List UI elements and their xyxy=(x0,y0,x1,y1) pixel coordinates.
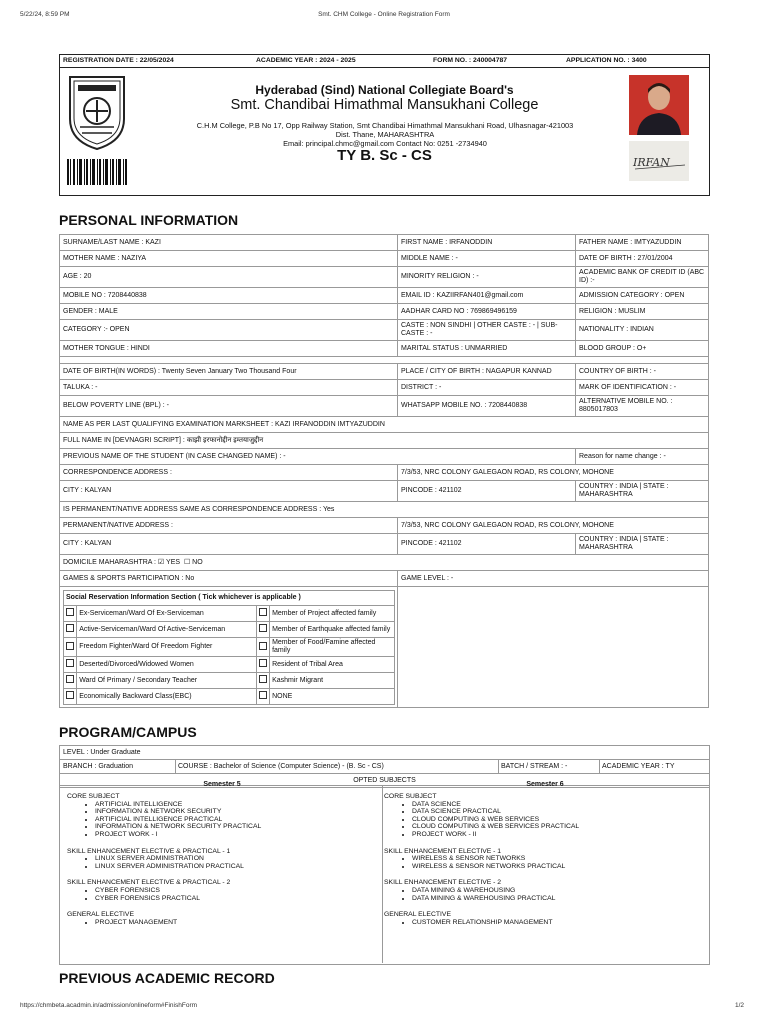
age: AGE : 20 xyxy=(60,267,398,288)
subject-item: • CYBER FORENSICS PRACTICAL xyxy=(95,895,383,903)
name-as-marksheet: NAME AS PER LAST QUALIFYING EXAMINATION MARKSHEET : KAZI IRFANODDIN IMTYAZUDDIN xyxy=(60,417,709,433)
gender: GENDER : MALE xyxy=(60,304,398,320)
branch: BRANCH : Graduation xyxy=(63,763,134,770)
subject-item: • WIRELESS & SENSOR NETWORKS xyxy=(412,855,700,863)
mobile-number: MOBILE NO : 7208440838 xyxy=(60,288,398,304)
registration-row xyxy=(60,55,709,68)
table-row xyxy=(60,518,709,534)
correspondence-address: 7/3/53, NRC COLONY GALEGAON ROAD, RS COLONY, MOHONE xyxy=(398,465,709,481)
course-title: TY B. Sc - CS xyxy=(337,147,432,164)
social-option-label: Ward Of Primary / Secondary Teacher xyxy=(77,673,257,689)
subject-item: • PROJECT MANAGEMENT xyxy=(95,919,383,927)
signature-text: IRFAN xyxy=(633,156,670,169)
social-option-label: Member of Project affected family xyxy=(270,606,395,622)
print-datetime: 5/22/24, 8:59 PM xyxy=(20,11,70,18)
permanent-pincode: PINCODE : 421102 xyxy=(398,534,576,555)
checkbox xyxy=(66,642,74,650)
table-row xyxy=(60,380,709,396)
checkbox xyxy=(259,608,267,616)
student-photo xyxy=(629,75,689,135)
subject-item: • INFORMATION & NETWORK SECURITY PRACTICAL xyxy=(95,823,383,831)
checkbox xyxy=(66,691,74,699)
subject-group xyxy=(67,911,383,926)
subject-item: • LINUX SERVER ADMINISTRATION xyxy=(95,855,383,863)
contact-line: Email: principal.chmc@gmail.com Contact No: 0251 -2734940 xyxy=(283,139,487,148)
permanent-country: COUNTRY : INDIA | STATE : MAHARASHTRA xyxy=(576,534,709,555)
subject-item: • DATA SCIENCE PRACTICAL xyxy=(412,808,700,816)
date-of-birth: DATE OF BIRTH : 27/01/2004 xyxy=(576,251,709,267)
social-reservation-cell xyxy=(60,587,398,708)
domicile xyxy=(60,555,709,571)
table-row xyxy=(60,571,709,587)
table-row xyxy=(60,746,709,760)
dob-in-words: DATE OF BIRTH(IN WORDS) : Twenty Seven January Two Thousand Four xyxy=(60,364,398,380)
subject-group-title: SKILL ENHANCEMENT ELECTIVE & PRACTICAL - 1 xyxy=(67,847,231,855)
correspondence-pincode: PINCODE : 421102 xyxy=(398,481,576,502)
checkbox xyxy=(66,659,74,667)
correspondence-country: COUNTRY : INDIA | STATE : MAHARASHTRA xyxy=(576,481,709,502)
social-row xyxy=(64,673,395,689)
college-address xyxy=(140,121,630,148)
subject-group-title: GENERAL ELECTIVE xyxy=(67,911,134,919)
subject-group xyxy=(384,848,700,871)
registration-date: REGISTRATION DATE : 22/05/2024 xyxy=(63,57,174,64)
taluka: TALUKA : - xyxy=(60,380,398,396)
alternative-mobile: ALTERNATIVE MOBILE NO. : 8805017803 xyxy=(576,396,709,417)
subject-group-title: SKILL ENHANCEMENT ELECTIVE & PRACTICAL - 2 xyxy=(67,879,231,887)
district: DISTRICT : - xyxy=(398,380,576,396)
correspondence-label: CORRESPONDENCE ADDRESS : xyxy=(60,465,398,481)
subject-item: • DATA SCIENCE xyxy=(412,801,700,809)
table-row xyxy=(60,760,709,774)
page-url: https://chmbeta.acadmin.in/admission/onlineform#FinishForm xyxy=(20,1002,198,1009)
table-row xyxy=(60,465,709,481)
mother-name: MOTHER NAME : NAZIYA xyxy=(60,251,398,267)
subject-group-title: GENERAL ELECTIVE xyxy=(384,911,451,919)
permanent-same: IS PERMANENT/NATIVE ADDRESS SAME AS CORRESPONDENCE ADDRESS : Yes xyxy=(60,502,709,518)
social-option-label: Freedom Fighter/Ward Of Freedom Fighter xyxy=(77,638,257,657)
subject-group-title: CORE SUBJECT xyxy=(384,793,437,800)
table-row xyxy=(60,433,709,449)
opted-subjects: OPTED SUBJECTS xyxy=(353,777,416,784)
subject-item: • CUSTOMER RELATIONSHIP MANAGEMENT xyxy=(412,919,700,927)
subject-item: • ARTIFICIAL INTELLIGENCE PRACTICAL xyxy=(95,816,383,824)
game-level: GAME LEVEL : - xyxy=(398,571,709,587)
domicile-yes-label: YES xyxy=(166,558,181,566)
table-row xyxy=(60,304,709,320)
marital-status: MARITAL STATUS : UNMARRIED xyxy=(398,341,576,357)
caste: CASTE : NON SINDHI | OTHER CASTE : - | SUB-CASTE : - xyxy=(398,320,576,341)
permanent-address: 7/3/53, NRC COLONY GALEGAON ROAD, RS COLONY, MOHONE xyxy=(398,518,709,534)
table-row xyxy=(60,534,709,555)
minority-religion: MINORITY RELIGION : - xyxy=(398,267,576,288)
checkbox xyxy=(66,608,74,616)
mother-tongue: MOTHER TONGUE : HINDI xyxy=(60,341,398,357)
table-row xyxy=(60,288,709,304)
correspondence-city: CITY : KALYAN xyxy=(60,481,398,502)
category: CATEGORY :- OPEN xyxy=(60,320,398,341)
social-option-label: Active-Serviceman/Ward Of Active-Serviceman xyxy=(77,622,257,638)
page-title: Smt. CHM College - Online Registration Form xyxy=(318,11,450,18)
social-row xyxy=(64,657,395,673)
blood-group: BLOOD GROUP : O+ xyxy=(576,341,709,357)
social-section-row xyxy=(60,587,709,708)
domicile-yes-checkbox: ☑ xyxy=(157,558,165,566)
student-signature xyxy=(629,141,689,181)
first-name: FIRST NAME : IRFANODDIN xyxy=(398,235,576,251)
whatsapp-number: WHATSAPP MOBILE NO. : 7208440838 xyxy=(398,396,576,417)
subject-group xyxy=(67,793,383,839)
table-row xyxy=(60,396,709,417)
table-row xyxy=(60,320,709,341)
academic-year: ACADEMIC YEAR : 2024 - 2025 xyxy=(256,57,356,64)
social-row xyxy=(64,689,395,705)
nationality: NATIONALITY : INDIAN xyxy=(576,320,709,341)
father-name: FATHER NAME : IMTYAZUDDIN xyxy=(576,235,709,251)
semester-6-heading: Semester 6 xyxy=(526,781,564,788)
page-number: 1/2 xyxy=(734,1002,744,1009)
table-row xyxy=(60,364,709,380)
checkbox xyxy=(259,659,267,667)
social-option-label: Deserted/Divorced/Widowed Women xyxy=(77,657,257,673)
subject-group-title: SKILL ENHANCEMENT ELECTIVE - 1 xyxy=(384,847,502,855)
table-row xyxy=(60,417,709,433)
social-row xyxy=(64,622,395,638)
domicile-no-label: NO xyxy=(192,558,203,566)
aadhar-number: AADHAR CARD NO : 769869496159 xyxy=(398,304,576,320)
checkbox xyxy=(259,642,267,650)
table-row xyxy=(60,235,709,251)
subject-group xyxy=(67,879,383,902)
form-header xyxy=(59,54,710,196)
subject-item: • LINUX SERVER ADMINISTRATION PRACTICAL xyxy=(95,863,383,871)
games-participation: GAMES & SPORTS PARTICIPATION : No xyxy=(60,571,398,587)
name-devnagri: FULL NAME IN [DEVNAGRI SCRIPT] : काझी इरफानोद्दीन इम्तयाजुद्दीन xyxy=(60,433,709,449)
social-option-label: Member of Food/Famine affected family xyxy=(270,638,395,657)
subject-group xyxy=(384,793,700,839)
checkbox xyxy=(259,675,267,683)
bpl: BELOW POVERTY LINE (BPL) : - xyxy=(60,396,398,417)
admission-category: ADMISSION CATEGORY : OPEN xyxy=(576,288,709,304)
subject-item: • CLOUD COMPUTING & WEB SERVICES xyxy=(412,816,700,824)
subject-group-title: CORE SUBJECT xyxy=(67,793,120,800)
program-heading: PROGRAM/CAMPUS xyxy=(59,724,197,740)
identification-mark: MARK OF IDENTIFICATION : - xyxy=(576,380,709,396)
table-row xyxy=(60,341,709,357)
level: LEVEL : Under Graduate xyxy=(63,749,141,756)
table-row xyxy=(60,267,709,288)
program-table xyxy=(59,745,710,965)
social-row xyxy=(64,638,395,657)
address-line: Dist. Thane, MAHARASHTRA xyxy=(335,130,435,139)
browser-header xyxy=(0,0,768,22)
country-of-birth: COUNTRY OF BIRTH : - xyxy=(576,364,709,380)
semester-6-subjects xyxy=(384,793,700,935)
table-row xyxy=(60,251,709,267)
application-number: APPLICATION NO. : 3400 xyxy=(566,57,647,64)
social-option-label: Resident of Tribal Area xyxy=(270,657,395,673)
social-reservation-table xyxy=(63,590,395,705)
subject-item: • CLOUD COMPUTING & WEB SERVICES PRACTICAL xyxy=(412,823,700,831)
domicile-label: DOMICILE MAHARASHTRA : xyxy=(63,558,156,566)
subject-item: • PROJECT WORK - I xyxy=(95,831,383,839)
form-number: FORM NO. : 240004787 xyxy=(433,57,508,64)
subject-item: • CYBER FORENSICS xyxy=(95,887,383,895)
subject-group xyxy=(384,879,700,902)
personal-info-heading: PERSONAL INFORMATION xyxy=(59,212,239,228)
previous-record-heading: PREVIOUS ACADEMIC RECORD xyxy=(59,970,275,986)
checkbox xyxy=(259,691,267,699)
social-row xyxy=(64,606,395,622)
permanent-label: PERMANENT/NATIVE ADDRESS : xyxy=(60,518,398,534)
permanent-city: CITY : KALYAN xyxy=(60,534,398,555)
semester-5-subjects xyxy=(67,793,383,935)
checkbox xyxy=(66,675,74,683)
subject-item: • DATA MINING & WAREHOUSING xyxy=(412,887,700,895)
board-name: Hyderabad (Sind) National Collegiate Board's xyxy=(255,83,514,97)
name-change-reason: Reason for name change : - xyxy=(576,449,709,465)
table-row xyxy=(60,449,709,465)
subject-item: • WIRELESS & SENSOR NETWORKS PRACTICAL xyxy=(412,863,700,871)
college-name: Smt. Chandibai Himathmal Mansukhani College xyxy=(230,97,539,113)
previous-name: PREVIOUS NAME OF THE STUDENT (IN CASE CHANGED NAME) : - xyxy=(60,449,576,465)
domicile-no-checkbox: ☐ xyxy=(183,558,191,566)
address-line: C.H.M College, P.B No 17, Opp Railway Station, Smt Chandibai Himathmal Mansukhani Road, Ulhasnagar-421003 xyxy=(196,121,574,130)
subject-group-title: SKILL ENHANCEMENT ELECTIVE - 2 xyxy=(384,879,502,887)
checkbox xyxy=(259,624,267,632)
subject-item: • DATA MINING & WAREHOUSING PRACTICAL xyxy=(412,895,700,903)
personal-info-table xyxy=(59,234,709,708)
spacer-row xyxy=(60,357,709,364)
abc-id: ACADEMIC BANK OF CREDIT ID (ABC ID) :- xyxy=(576,267,709,288)
subject-group xyxy=(67,848,383,871)
course: COURSE : Bachelor of Science (Computer Science) - (B. Sc - CS) xyxy=(178,763,384,770)
middle-name: MIDDLE NAME : - xyxy=(398,251,576,267)
social-option-label: Member of Earthquake affected family xyxy=(270,622,395,638)
social-option-label: Kashmir Migrant xyxy=(270,673,395,689)
subject-item: • INFORMATION & NETWORK SECURITY xyxy=(95,808,383,816)
semester-5-heading: Semester 5 xyxy=(203,781,241,788)
batch-stream: BATCH / STREAM : - xyxy=(501,763,568,770)
surname: SURNAME/LAST NAME : KAZI xyxy=(60,235,398,251)
subject-item: • PROJECT WORK - II xyxy=(412,831,700,839)
subject-item: • ARTIFICIAL INTELLIGENCE xyxy=(95,801,383,809)
subject-group xyxy=(384,911,700,926)
table-row xyxy=(60,481,709,502)
social-option-label: Ex-Serviceman/Ward Of Ex-Serviceman xyxy=(77,606,257,622)
checkbox xyxy=(66,624,74,632)
place-of-birth: PLACE / CITY OF BIRTH : NAGAPUR KANNAD xyxy=(398,364,576,380)
email-id: EMAIL ID : KAZIIRFAN401@gmail.com xyxy=(398,288,576,304)
table-row xyxy=(60,555,709,571)
religion: RELIGION : MUSLIM xyxy=(576,304,709,320)
social-reservation-title: Social Reservation Information Section ( Tick whichever is applicable ) xyxy=(64,591,395,606)
program-academic-year: ACADEMIC YEAR : TY xyxy=(602,763,675,770)
social-option-label: NONE xyxy=(270,689,395,705)
table-row xyxy=(60,502,709,518)
social-option-label: Economically Backward Class(EBC) xyxy=(77,689,257,705)
